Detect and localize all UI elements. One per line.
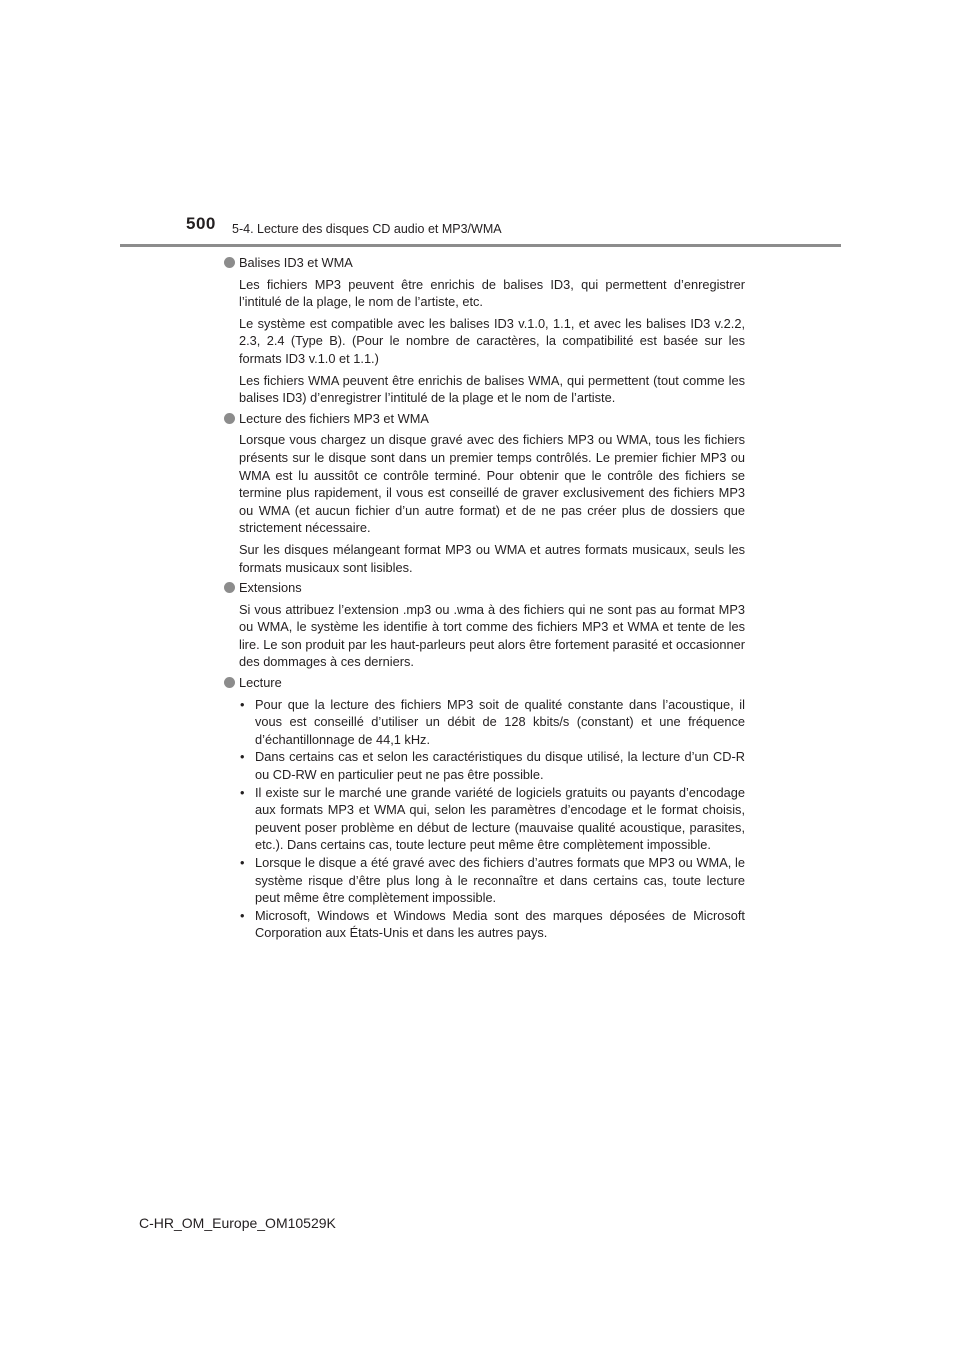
- item-title: Lecture des fichiers MP3 et WMA: [239, 410, 429, 426]
- dot-bullet-icon: •: [240, 855, 245, 870]
- sub-item-text: Dans certains cas et selon les caractéristiques du disque utilisé, la lecture d’un CD-R ou CD-RW en particulier peut ne pas être possible.: [255, 749, 745, 783]
- sub-item-text: Pour que la lecture des fichiers MP3 soit de qualité constante dans l’acoustique, il vous est conseillé d’utiliser un débit de 128 kbits/s (constant) et une fréquence d’échantillonnage de 44,1 kHz.: [255, 696, 745, 747]
- item-reading-files: [224, 410, 745, 576]
- bullet-circle-icon: [224, 677, 235, 688]
- sub-list: [239, 696, 745, 942]
- page-number: 500: [186, 214, 216, 233]
- sub-item-text: Il existe sur le marché une grande variété de logiciels gratuits ou payants d’encodage aux formats MP3 et WMA qui, selon les paramètres d’encodage et le format choisis, peuvent poser problème en début de lecture (mauvaise qualité acoustique, parasites, etc.). Dans certains cas, toute lecture peut même être complètement impossible.: [255, 784, 745, 853]
- sub-list-item: [239, 907, 745, 942]
- item-id3-wma-tags: [224, 254, 745, 407]
- sub-list-item: [239, 784, 745, 854]
- dot-bullet-icon: •: [240, 696, 245, 712]
- sub-list-item: [239, 854, 745, 907]
- dot-bullet-icon: •: [240, 907, 245, 923]
- item-heading: [224, 254, 745, 272]
- paragraph: Le système est compatible avec les balises ID3 v.1.0, 1.1, et avec les balises ID3 v.2.2, 2.3, 2.4 (Type B). (Pour le nombre de caractères, la compatibilité est basée sur les formats ID3 v.1.0 et 1.1.): [239, 315, 745, 366]
- item-heading: [224, 579, 745, 597]
- dot-bullet-icon: •: [240, 784, 245, 800]
- paragraph: Les fichiers WMA peuvent être enrichis de balises WMA, qui permettent (tout comme les balises ID3) d’enregistrer l’intitulé de la plage et le nom de l’artiste.: [239, 372, 745, 406]
- item-title: Extensions: [239, 580, 302, 596]
- header-rule: [120, 244, 841, 247]
- paragraph: Les fichiers MP3 peuvent être enrichis de balises ID3, qui permettent d’enregistrer l’intitulé de la plage, le nom de l’artiste, etc.: [239, 276, 745, 310]
- item-title: Lecture: [239, 675, 282, 691]
- footer-doc-code: C-HR_OM_Europe_OM10529K: [139, 1215, 336, 1231]
- item-heading: [224, 410, 745, 428]
- paragraph: Si vous attribuez l’extension .mp3 ou .wma à des fichiers qui ne sont pas au format MP3 ou WMA, le système les identifie à tort comme des fichiers MP3 et WMA et tente de les lire. Le son produit par les haut-parleurs peut alors être fortement parasité et occasionner des dommages à ces derniers.: [239, 601, 745, 670]
- bullet-circle-icon: [224, 582, 235, 593]
- section-title: 5-4. Lecture des disques CD audio et MP3/WMA: [232, 222, 502, 236]
- item-playback: [224, 674, 745, 942]
- content-body: [224, 254, 745, 942]
- sub-item-text: Lorsque le disque a été gravé avec des fichiers d’autres formats que MP3 ou WMA, le système risque d’être plus long à le reconnaître et dans certains cas, toute lecture peut même être complètement impossible.: [255, 855, 745, 906]
- paragraph: Lorsque vous chargez un disque gravé avec des fichiers MP3 ou WMA, tous les fichiers présents sur le disque sont dans un premier temps contrôlés. Le premier fichier MP3 ou WMA est lu aussitôt ce contrôle terminé. Pour obtenir que le contrôle des fichiers se termine plus rapidement, il vous est conseillé de graver exclusivement des fichiers MP3 ou WMA (et aucun fichier d’un autre format) et de ne pas créer plus de dossiers que strictement nécessaire.: [239, 432, 745, 536]
- paragraph: Sur les disques mélangeant format MP3 ou WMA et autres formats musicaux, seuls les formats musicaux sont lisibles.: [239, 541, 745, 575]
- item-extensions: [224, 579, 745, 671]
- sub-list-item: [239, 748, 745, 783]
- sub-list-item: [239, 696, 745, 749]
- dot-bullet-icon: •: [240, 749, 245, 765]
- item-heading: [224, 674, 745, 692]
- item-title: Balises ID3 et WMA: [239, 255, 353, 270]
- bullet-circle-icon: [224, 413, 235, 424]
- bullet-circle-icon: [224, 257, 235, 268]
- sub-item-text: Microsoft, Windows et Windows Media sont des marques déposées de Microsoft Corporation aux États-Unis et dans les autres pays.: [255, 907, 745, 941]
